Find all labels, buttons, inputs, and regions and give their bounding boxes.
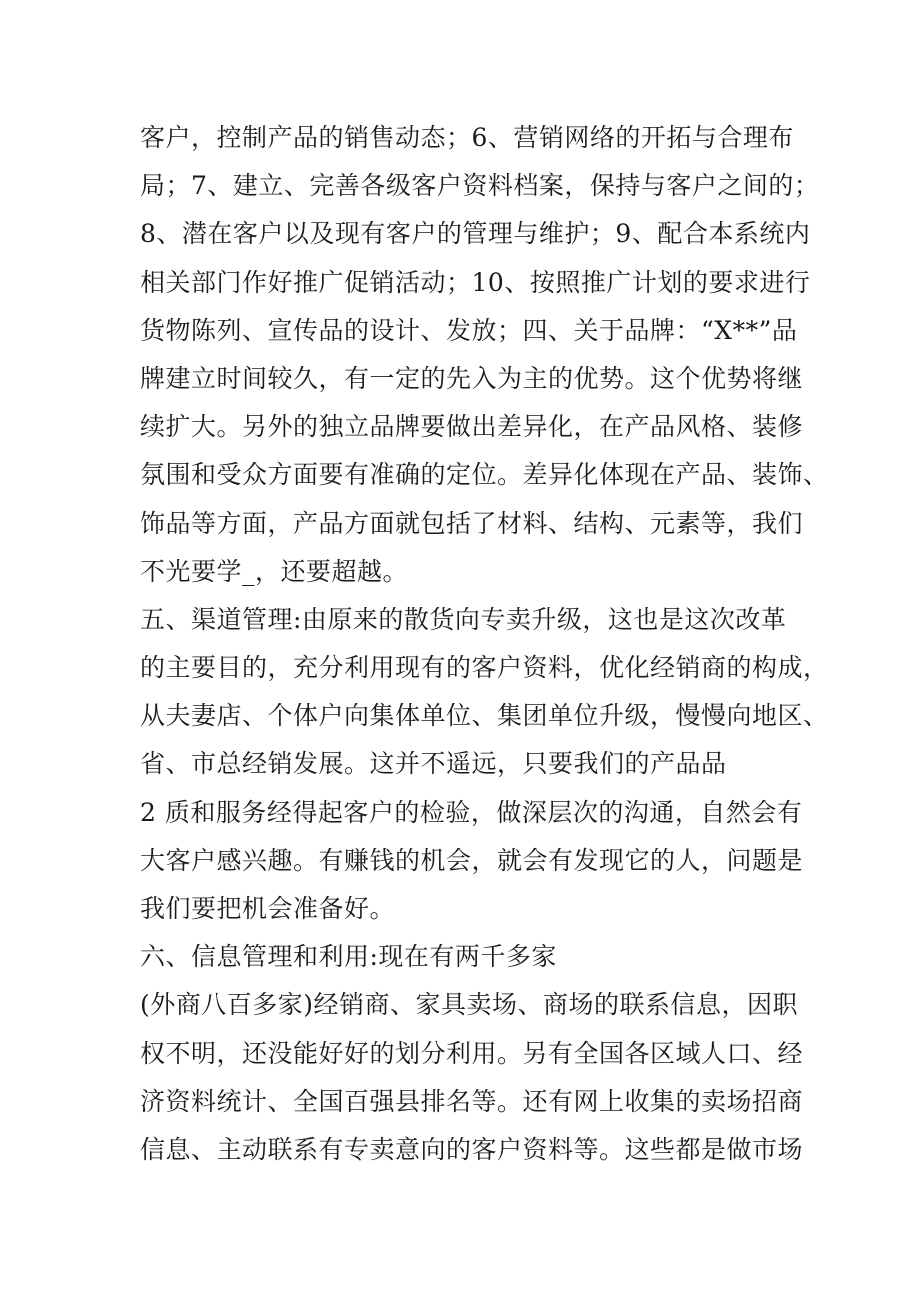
text-line: 信息、主动联系有专卖意向的客户资料等。这些都是做市场 [140, 1134, 804, 1164]
text-line: 局；7、建立、完善各级客户资料档案，保持与客户之间的； [140, 171, 820, 201]
text-line: 权不明，还没能好好的划分利用。另有全国各区域人口、经 [140, 1038, 804, 1068]
text-line: 五、渠道管理:由原来的散货向专卖升级，这也是这次改革 [140, 604, 787, 634]
text-line: 2 质和服务经得起客户的检验，做深层次的沟通，自然会有 [140, 797, 803, 827]
text-line: 的主要目的，充分利用现有的客户资料，优化经销商的构成， [140, 653, 829, 683]
text-line: 六、信息管理和利用:现在有两千多家 [140, 942, 557, 972]
text-line: 牌建立时间较久，有一定的先入为主的优势。这个优势将继 [140, 363, 804, 393]
text-line: 续扩大。另外的独立品牌要做出差异化，在产品风格、装修 [140, 412, 804, 442]
text-line: 8、潜在客户以及现有客户的管理与维护；9、配合本系统内 [140, 219, 811, 249]
text-line: 客户，控制产品的销售动态；6、营销网络的开拓与合理布 [140, 123, 794, 152]
text-line: 济资料统计、全国百强县排名等。还有网上收集的卖场招商 [140, 1086, 804, 1116]
document-page [140, 114, 829, 1174]
text-line: 饰品等方面，产品方面就包括了材料、结构、元素等，我们 [140, 508, 804, 538]
text-line: 我们要把机会准备好。 [140, 894, 396, 923]
text-line: 不光要学_，还要超越。 [140, 556, 409, 586]
text-line: 货物陈列、宣传品的设计、发放；四、关于品牌：“X**”品 [140, 315, 798, 345]
text-line: 氛围和受众方面要有准确的定位。差异化体现在产品、装饰、 [140, 460, 829, 490]
text-line: 相关部门作好推广促销活动；10、按照推广计划的要求进行 [140, 267, 811, 297]
text-line: (外商八百多家)经销商、家具卖场、商场的联系信息，因职 [140, 990, 799, 1020]
text-line: 省、市总经销发展。这并不遥远，只要我们的产品品 [140, 749, 727, 779]
text-line: 从夫妻店、个体户向集体单位、集团单位升级，慢慢向地区、 [140, 701, 829, 731]
text-line: 大客户感兴趣。有赚钱的机会，就会有发现它的人，问题是 [140, 845, 804, 875]
